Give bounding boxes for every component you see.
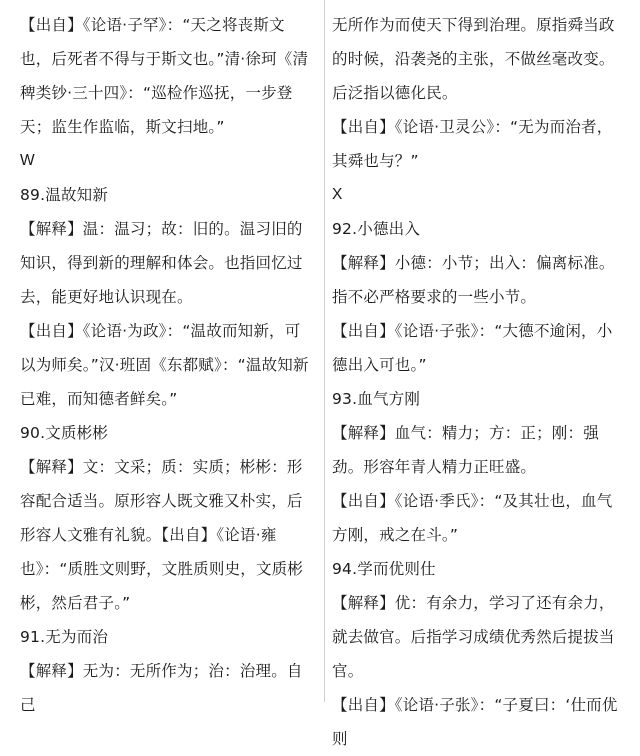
paragraph-zihan-source: 【出自】《论语·子罕》：“天之将丧斯文也，后死者不得与于斯文也。”清·徐珂《清稗类钞·三十四》：“巡检作巡抚，一步登天；监生作监临，斯文扫地。”	[20, 16, 309, 136]
section-letter-x: X	[332, 186, 343, 203]
paragraph-91-explanation-cont: 无所作为而使天下得到治理。原指舜当政的时候，沿袭尧的主张，不做丝毫改变。后泛指以德化民。	[332, 16, 615, 102]
idiom-heading-94: 94.学而优则仕	[332, 560, 436, 578]
paragraph-93-source: 【出自】《论语·季氏》：“及其壮也，血气方刚，戒之在斗。”	[332, 492, 613, 544]
paragraph-94-explanation: 【解释】优：有余力，学习了还有余力，就去做官。后指学习成绩优秀然后提拔当官。	[332, 594, 615, 680]
paragraph-89-explanation: 【解释】温：温习；故：旧的。温习旧的知识，得到新的理解和体会。也指回忆过去，能更好地认识现在。	[20, 220, 303, 306]
right-column	[332, 8, 622, 756]
paragraph-94-source-start: 【出自】《论语·子张》：“子夏曰：‘仕而优则	[332, 696, 618, 748]
paragraph-90-explanation: 【解释】文：文采；质：实质；彬彬：形容配合适当。原形容人既文雅又朴实，后形容人文雅有礼貌。【出自】《论语·雍也》：“质胜文则野，文胜质则史，文质彬彬，然后君子。”	[20, 458, 304, 612]
left-column	[20, 8, 316, 722]
paragraph-93-explanation: 【解释】血气：精力；方：正；刚：强劲。形容年青人精力正旺盛。	[332, 424, 599, 476]
idiom-heading-90: 90.文质彬彬	[20, 424, 109, 442]
column-divider	[324, 0, 325, 702]
section-letter-w: W	[20, 152, 35, 169]
idiom-heading-93: 93.血气方刚	[332, 390, 421, 408]
idiom-heading-92: 92.小德出入	[332, 220, 421, 238]
idiom-heading-91: 91.无为而治	[20, 628, 109, 646]
paragraph-92-source: 【出自】《论语·子张》：“大德不逾闲，小德出入可也。”	[332, 322, 613, 374]
paragraph-89-source: 【出自】《论语·为政》：“温故而知新，可以为师矣。”汉·班固《东都赋》：“温故知新已难，而知德者鲜矣。”	[20, 322, 309, 408]
paragraph-91-source: 【出自】《论语·卫灵公》：“无为而治者，其舜也与？”	[332, 118, 613, 170]
paragraph-91-explanation-start: 【解释】无为：无所作为；治：治理。自己	[20, 662, 303, 714]
paragraph-92-explanation: 【解释】小德：小节；出入：偏离标准。指不必严格要求的一些小节。	[332, 254, 615, 306]
idiom-heading-89: 89.温故知新	[20, 186, 109, 204]
